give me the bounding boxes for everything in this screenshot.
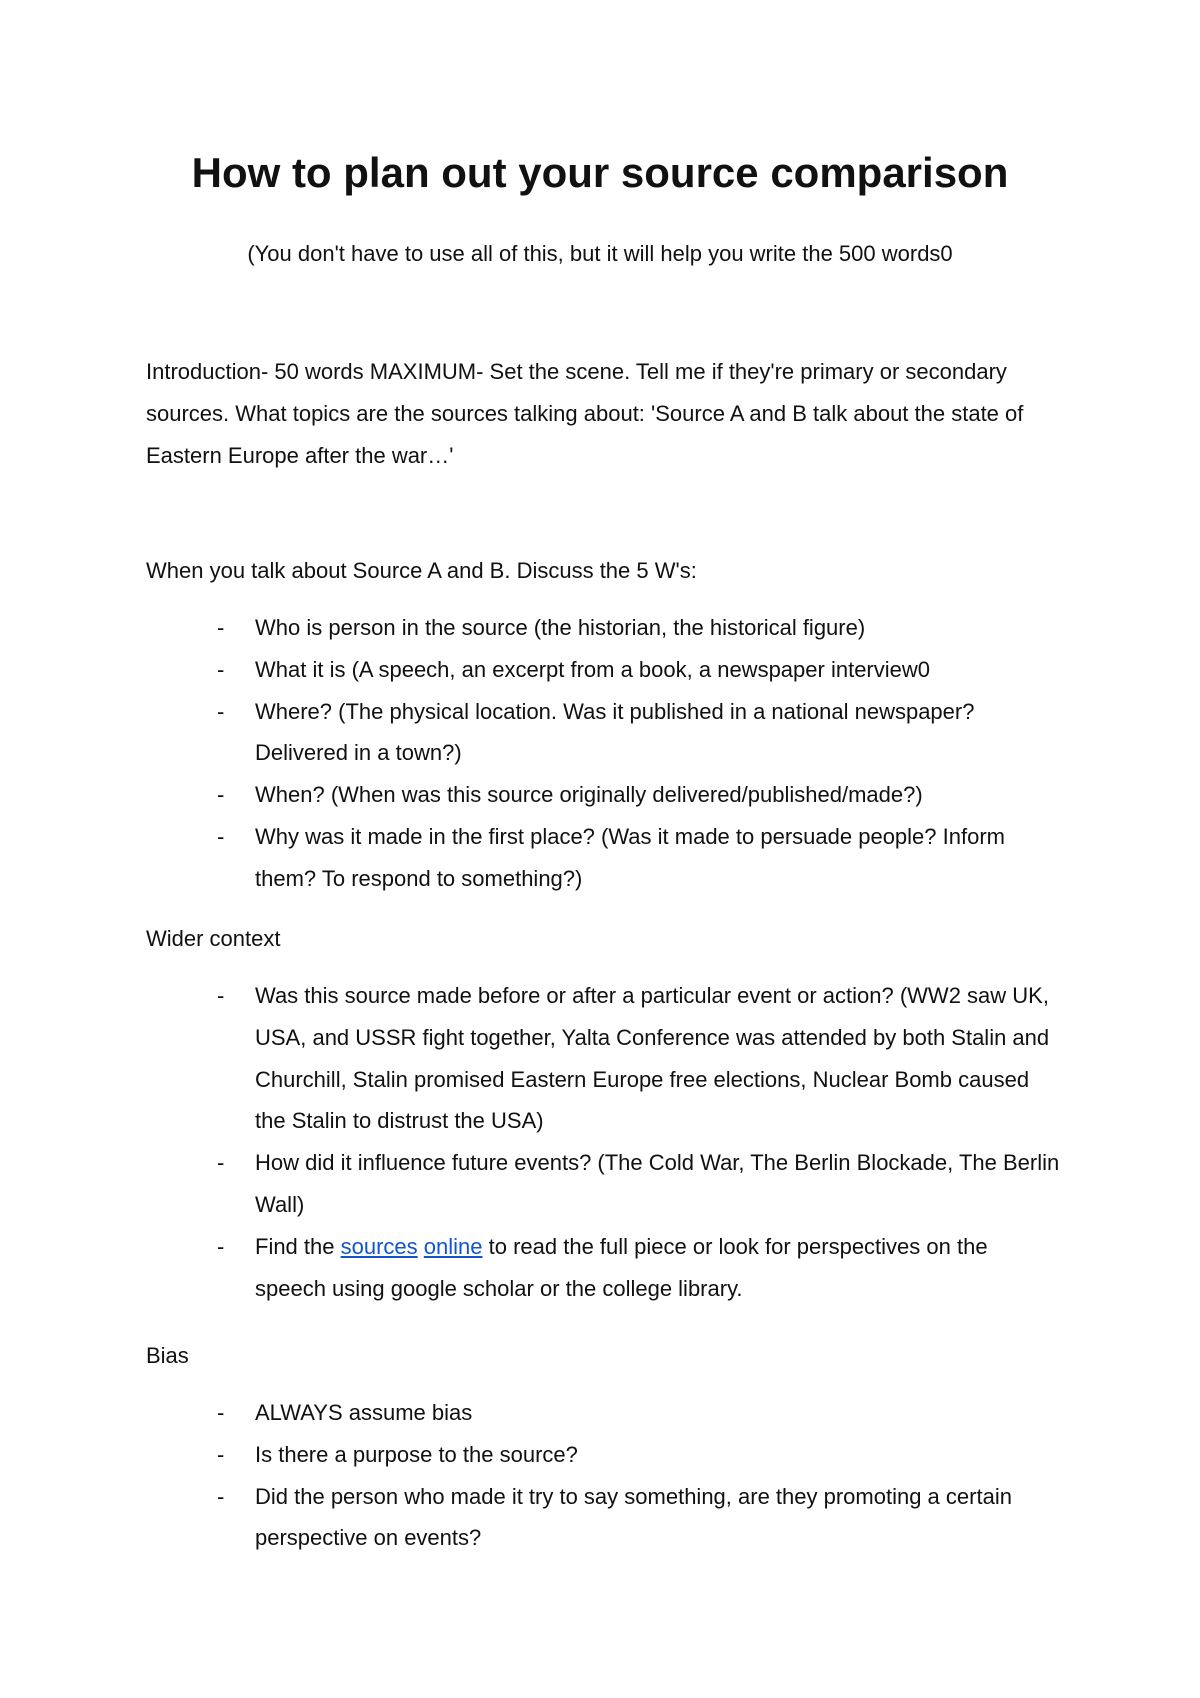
dash-bullet: - bbox=[217, 782, 225, 808]
find-item-prefix: Find the bbox=[255, 1233, 341, 1259]
wider-context-heading: Wider context bbox=[146, 926, 281, 951]
list-item bbox=[0, 607, 1200, 649]
intro-paragraph: Introduction- 50 words MAXIMUM- Set the scene. Tell me if they're primary or secondary sources. What topics are the sources talking about: 'Source A and B talk about the state of Eastern Europe after the war…' bbox=[146, 359, 1024, 468]
list-item-text: What it is (A speech, an excerpt from a book, a newspaper interview0 bbox=[255, 656, 930, 682]
page-subtitle: (You don't have to use all of this, but it will help you write the 500 words0 bbox=[247, 241, 953, 266]
dash-bullet: - bbox=[217, 615, 225, 640]
dash-bullet: - bbox=[217, 823, 225, 849]
list-item-text: Who is person in the source (the historian, the historical figure) bbox=[255, 615, 866, 640]
page-title: How to plan out your source comparison bbox=[191, 149, 1009, 196]
dash-bullet: - bbox=[217, 1441, 225, 1467]
dash-bullet: - bbox=[217, 698, 225, 724]
list-item bbox=[0, 1226, 1200, 1310]
list-item bbox=[0, 691, 1200, 775]
list-item-text: Is there a purpose to the source? bbox=[255, 1441, 578, 1467]
list-item bbox=[0, 816, 1200, 900]
list-item-text: How did it influence future events? (The Cold War, The Berlin Blockade, The Berlin Wall) bbox=[255, 1150, 1060, 1217]
dash-bullet: - bbox=[217, 656, 225, 682]
wider-context-list bbox=[0, 975, 1200, 1309]
list-item bbox=[0, 975, 1200, 1142]
dash-bullet: - bbox=[217, 1150, 225, 1176]
list-item-text: Where? (The physical location. Was it published in a national newspaper? Delivered in a town?) bbox=[255, 698, 975, 766]
list-item-text: Was this source made before or after a particular event or action? (WW2 saw UK, USA, and USSR fight together, Yalta Conference was attended by both Stalin and Churchill, Stalin promised Eastern Europe free elections, Nuclear Bomb caused the Stalin to distrust the USA) bbox=[255, 983, 1050, 1134]
list-item-text: Why was it made in the first place? (Was it made to persuade people? Inform them? To respond to something?) bbox=[255, 823, 1005, 891]
list-item bbox=[0, 1142, 1200, 1226]
list-item bbox=[0, 649, 1200, 691]
bias-list bbox=[0, 1392, 1200, 1559]
bias-heading: Bias bbox=[146, 1343, 189, 1368]
online-link[interactable]: online bbox=[423, 1233, 483, 1259]
list-item bbox=[0, 1434, 1200, 1476]
list-item bbox=[0, 774, 1200, 816]
five-ws-list bbox=[0, 607, 1200, 900]
list-item bbox=[0, 1392, 1200, 1434]
dash-bullet: - bbox=[217, 983, 225, 1008]
five-ws-lead: When you talk about Source A and B. Discuss the 5 W's: bbox=[146, 558, 697, 583]
list-item-text: Did the person who made it try to say something, are they promoting a certain perspective on events? bbox=[255, 1483, 1012, 1551]
dash-bullet: - bbox=[217, 1233, 225, 1259]
list-item-text: When? (When was this source originally delivered/published/made?) bbox=[255, 782, 923, 808]
list-item-text: ALWAYS assume bias bbox=[255, 1400, 473, 1425]
dash-bullet: - bbox=[217, 1483, 225, 1509]
dash-bullet: - bbox=[217, 1400, 225, 1425]
sources-link[interactable]: sources bbox=[340, 1233, 418, 1259]
find-item-suffix: to read the full piece or look for perspectives on the speech using google scholar or the college library. bbox=[255, 1233, 988, 1301]
list-item bbox=[0, 1476, 1200, 1560]
